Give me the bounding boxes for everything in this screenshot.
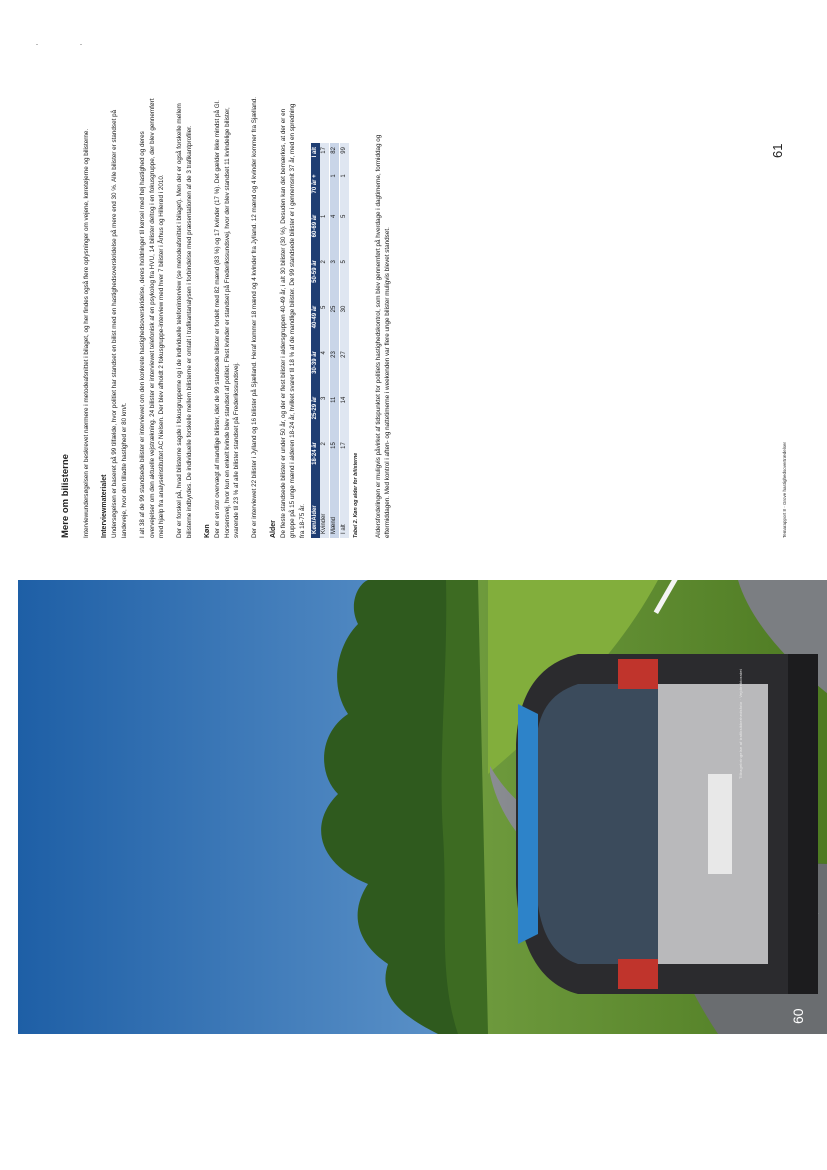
report-footer: Temarapport 8 · Grove hastighedsovertrædelser [782,441,787,538]
interview-paragraph-1: Undersøgelsen er baseret på 99 tilfælde, hvor politiet har standset en bilist med en hastighedsoverskridelse på mere end 30 %. Alle bilister er standset på landeveje, hvor den tilladte hastighed er 80 km/t. [111,109,128,538]
table-row [340,143,350,538]
table-cell: 14 [340,393,350,439]
road-scene-illustration [18,580,827,1034]
table-cell: 1 [330,170,340,210]
car [516,654,818,994]
table-header-cell: 60-69 år [311,211,320,257]
table-cell: 1 [340,170,350,210]
scan-speck [80,44,82,45]
table-row [320,143,330,538]
heading-age: Alder [269,520,277,538]
gender-paragraph-2: Der er interviewet 22 bilister i Jylland og 16 bilister på Sjælland. Heraf kommer 18 mænd og 4 kvinder fra Jylland. 12 mænd og 4 kvinder kommer fra Sjælland. [251,97,259,538]
table-cell: 30 [340,302,350,348]
table-cell: 5 [320,302,330,348]
table-caption: Tabel 2. Køn og alder for bilisterne [353,452,360,538]
table-cell: 25 [330,302,340,348]
table-cell: 1 [320,211,330,257]
table-cell: 4 [330,211,340,257]
table-cell: Mænd [330,484,340,538]
table-cell: I alt [340,484,350,538]
table-cell: 23 [330,347,340,393]
table-cell: 11 [330,393,340,439]
gender-paragraph-1: Der er en stor overvægt af mandlige bilister, idet de 99 standsede bilister er fordelt med 82 mænd (83 %) og 17 kvinder (17 %). Det gælder ikke mindst på Gl. Horsensvej, hvor kun en enkelt kvinde blev standset af politiet. Flest kvinder er standset på Frederikssundsvej, hvor der blev standset 11 kvindelige bilister, svarende til 23 % af alle bilister standset på Frederikssundsvej. [214,100,241,538]
article-title: Mere om bilisterne [60,454,71,538]
heading-gender: Køn [204,524,212,538]
table-header-cell: 18-24 år [311,438,320,484]
table-header-cell: Køn/Alder [311,484,320,538]
photo-credit: Tilbagebringelse af trafiksikkerhedsfoto · Vejdirektoratet [738,669,743,779]
article-text-column [60,96,401,538]
scan-speck [36,44,38,45]
road-photo [18,580,827,1034]
table-cell: 27 [340,347,350,393]
intro-paragraph: Interviewundersøgelsen er beskrevet nærmere i metodeafsnittet i bilaget, og her findes også flere oplysninger om vejene, køretøjerne og bilisterne. [83,128,90,538]
table-header-cell: 40-49 år [311,302,320,348]
table-cell: 82 [330,143,340,170]
table-cell [320,170,330,210]
table-cell: 4 [320,347,330,393]
table-cell: 2 [320,438,330,484]
heading-interview: Interviewmaterialet [101,474,109,538]
table-cell: 15 [330,438,340,484]
table-cell: 17 [320,143,330,170]
closing-paragraph: Aldersfordelingen er muligvis påvirket af tidspunktet for politiets hastighedskontrol, som blev gennemført på hverdage i dagtimerne, formiddag og eftermiddagen. Med kontrol i aften- og nattetimerne i weekenden var flere unge bilister muligvis blevet standset. [374,134,391,538]
table-cell: Kvinder [320,484,330,538]
table-cell: 2 [320,256,330,302]
table-header-cell: 30-39 år [311,347,320,393]
interview-paragraph-3: Der er forskel på, hvad bilisterne sagde i fokusgrupperne og i de individuelle telefoninterview (se metodeafsnittet i bilaget). Men der er også forskelle mellem bilisterne indbyrdes. De individuelle forskelle mellem bilisterne er omtalt i trafikantanalysen i forbindelse med præsentationen af de 3 trafikantprofiler. [176,103,193,538]
table-cell: 5 [340,256,350,302]
table-header-row [311,143,320,538]
table-header-cell: 70 år + [311,170,320,210]
table-cell: 3 [320,393,330,439]
page-number-right: 61 [770,143,785,158]
table-cell: 5 [340,211,350,257]
page-number-left: 60 [790,1008,806,1024]
table-header-cell: 50-59 år [311,256,320,302]
table-cell: 3 [330,256,340,302]
age-paragraph: De fleste standsede bilister er under 50 år, og der er flest bilister i aldersgruppen 40-49 år, i alt 30 bilister (30 %). Desuden kan det bemærkes, at der er en gruppe på 15 unge mænd i alderen 18-24 år, hvilket svarer til 18 % af de mandlige bilister. De 99 standsede bilister er i gennemsnit 37 år, med en spredning fra 18-75 år. [279,103,306,538]
table-cell: 99 [340,143,350,170]
table-header-cell: 25-29 år [311,393,320,439]
gender-age-table [311,143,350,538]
table-row [330,143,340,538]
interview-paragraph-2: I alt 38 af de 99 standsede bilister er interviewet om den konkrete hastighedsoverskridelse, deres holdninger til kørsel med høj hastighed og deres overvejelser om den aktuelle vejstrækning. 24 bilister er interviewet telefonisk af en psykolog fra HVU, 14 bilister deltog i en fokusgruppe, der blev gennemført med hjælp fra analyseinstituttet AC Nielsen. Der blev afholdt 2 fokusgruppe-interview med hver 7 bilister i Århus og Hillerød i 2010. [139,98,166,538]
table-header-cell: I alt [311,143,320,170]
table-cell: 17 [340,438,350,484]
